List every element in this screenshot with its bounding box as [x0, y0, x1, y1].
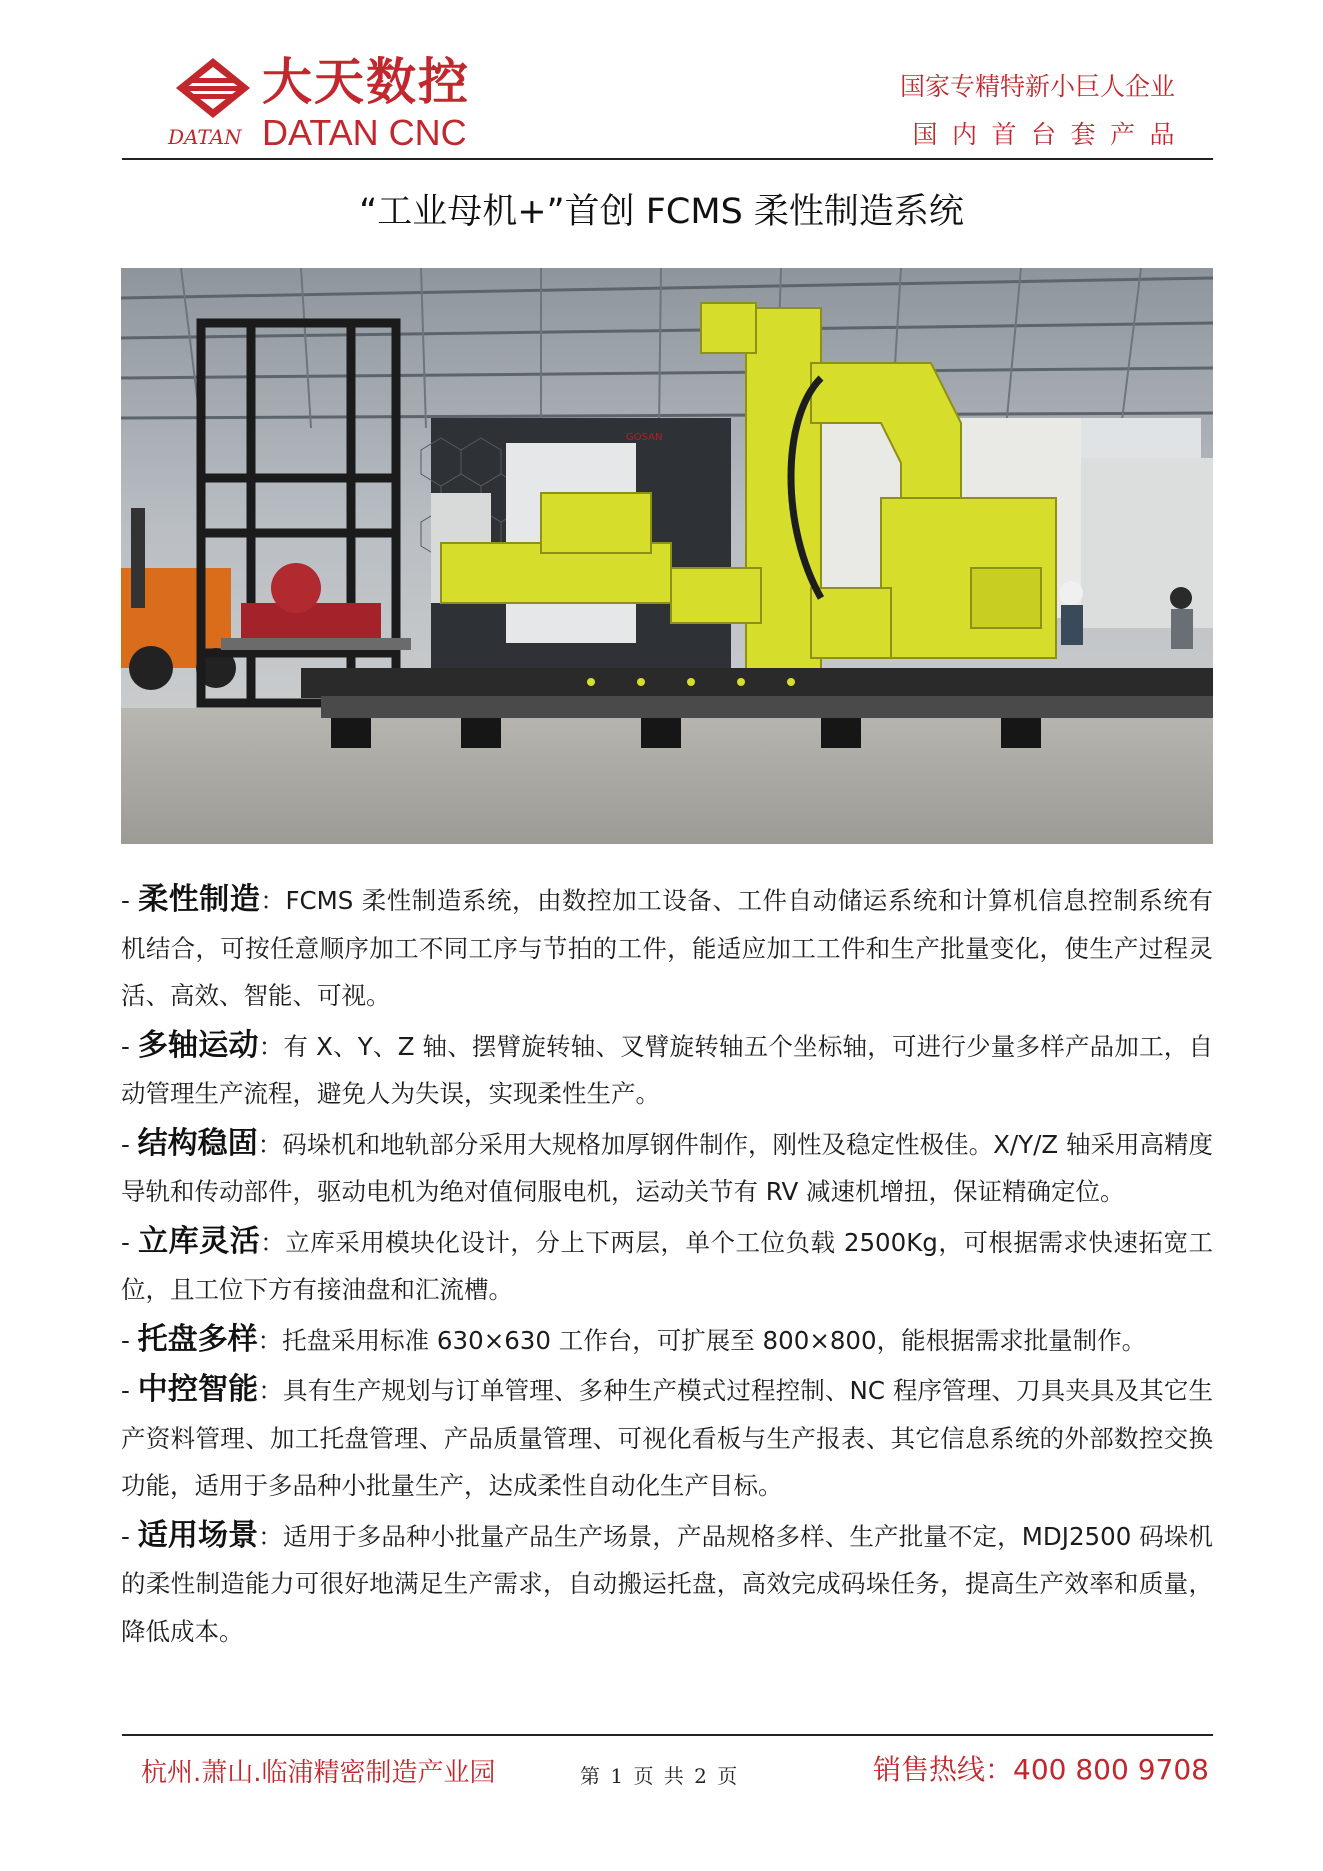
feature-central-control: - 中控智能：具有生产规划与订单管理、多种生产模式过程控制、NC 程序管理、刀具夹具及其它生产资料管理、加工托盘管理、产品质量管理、可视化看板与生产报表、其它信息系统的外部数控交换功能，适用于多品种小批量生产，达成柔性自动化生产目标。 [121, 1372, 1213, 1500]
header-divider [122, 158, 1213, 160]
tagline-specialized-enterprise: 国家专精特新小巨人企业 [899, 72, 1175, 101]
feature-stable-structure: - 结构稳固：码垛机和地轨部分采用大规格加厚钢件制作，刚性及稳定性极佳。X/Y/Z 轴采用高精度导轨和传动部件，驱动电机为绝对值伺服电机，运动关节有 RV 减速机增扭，保证精确定位。 [121, 1125, 1214, 1206]
feature-application-scenario: - 适用场景：适用于多品种小批量产品生产场景，产品规格多样、生产批量不定，MDJ2500 码垛机的柔性制造能力可很好地满足生产需求，自动搬运托盘，高效完成码垛任务，提高生产效率和质量，降低成本。 [121, 1517, 1213, 1646]
footer-divider [122, 1734, 1213, 1736]
feature-multi-axis-motion: - 多轴运动：有 X、Y、Z 轴、摆臂旋转轴、叉臂旋转轴五个坐标轴，可进行少量多样产品加工，自动管理生产流程，避免人为失误，实现柔性生产。 [121, 1027, 1213, 1108]
feature-flexible-warehouse: - 立库灵活：立库采用模块化设计，分上下两层，单个工位负载 2500Kg，可根据需求快速拓宽工位，且工位下方有接油盘和汇流槽。 [121, 1223, 1213, 1304]
tagline-first-domestic-product: 国内首台套产品 [912, 120, 1189, 149]
feature-list [121, 876, 1213, 1655]
datan-logo-icon [176, 58, 250, 118]
machine-brand-label: GOSAN [626, 432, 663, 443]
page-number: 第 1 页 共 2 页 [580, 1764, 740, 1788]
logo-chinese-name: 大天数控 [262, 53, 470, 111]
sales-hotline: 销售热线：400 800 9708 [873, 1753, 1209, 1786]
feature-pallet-variety: - 托盘多样：托盘采用标准 630×630 工作台，可扩展至 800×800，能根据需求批量制作。 [121, 1321, 1147, 1357]
page-title: “工业母机+”首创 FCMS 柔性制造系统 [359, 192, 964, 232]
feature-flexible-manufacturing: - 柔性制造：FCMS 柔性制造系统，由数控加工设备、工件自动储运系统和计算机信息控制系统有机结合，可按任意顺序加工不同工序与节拍的工件，能适应加工工件和生产批量变化，使生产过程灵活、高效、智能、可视。 [121, 882, 1213, 1010]
logo-english-name: DATAN CNC [262, 112, 467, 153]
footer-location: 杭州.萧山.临浦精密制造产业园 [141, 1758, 496, 1788]
logo-italic-wordmark: DATAN [168, 125, 242, 149]
machine-photo [121, 268, 1213, 844]
